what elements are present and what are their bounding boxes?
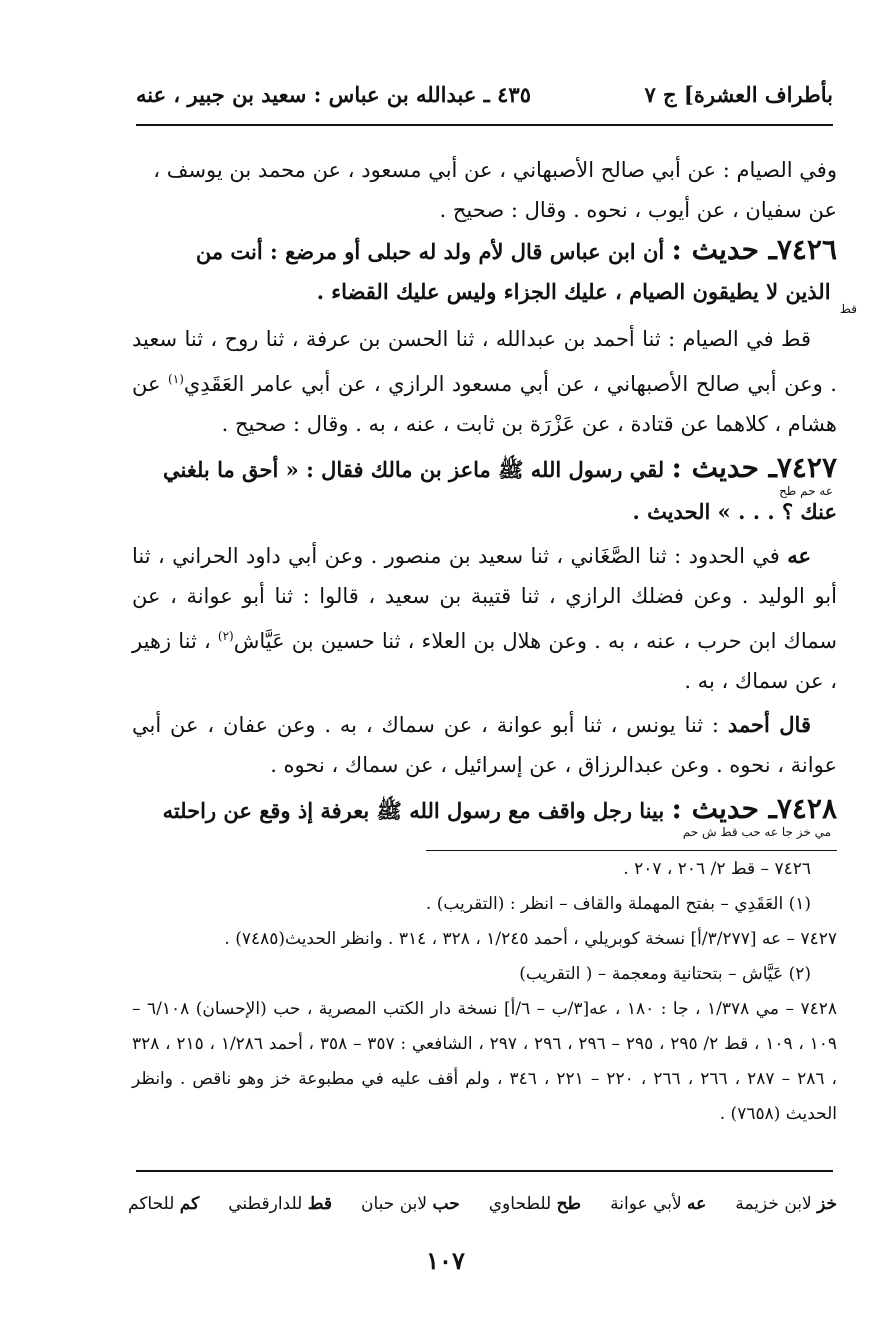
footnote: (١) العَقَدِي – بفتح المهملة والقاف – انظر : (التقريب) . bbox=[425, 894, 811, 914]
hadith-7426-line2 bbox=[132, 272, 857, 316]
section-title: ٤٣٥ ـ عبدالله بن عباس : سعيد بن جبير ، عنه bbox=[136, 81, 531, 107]
main-text bbox=[132, 150, 857, 839]
isnad-paragraph bbox=[132, 319, 837, 444]
isnad-text: عن هشام ، كلاهما عن قتادة ، عن عَزْرَة بن ثابت ، عنه ، به . وقال : صحيح . bbox=[132, 372, 837, 436]
abbr-text: لابن خزيمة bbox=[735, 1194, 812, 1214]
footnote-rule bbox=[426, 850, 837, 851]
hadith-number: ٧٤٢٨ bbox=[776, 792, 837, 825]
footnote: ٧٤٢٧ – عه [٣/٢٧٧/أ] نسخة كوبريلي ، أحمد ١/٢٤٥ ، ٣٢٨ ، ٣١٤ . وانظر الحديث(٧٤٨٥) . bbox=[224, 929, 837, 949]
hadith-number: ٧٤٢٧ bbox=[776, 451, 837, 484]
isnad-text: قط في الصيام : ثنا أحمد بن عبدالله ، ثنا الحسن بن عرفة ، ثنا روح ، ثنا سعيد . وعن أبي صالح الأصبهاني ، عن أبي مسعود الرازي ، عن أبي عامر العَقَدِي bbox=[132, 327, 837, 396]
abbr-code: قط bbox=[307, 1194, 332, 1214]
footnote: (٢) عَيَّاش – بتحتانية ومعجمة – ( التقريب) bbox=[519, 964, 811, 984]
hadith-label: ـ حديث : bbox=[671, 233, 777, 266]
abbr-text: للدارقطني bbox=[228, 1194, 303, 1214]
footnote: ٧٤٢٦ – قط ٢/ ٢٠٦ ، ٢٠٧ . bbox=[623, 859, 811, 879]
source-sigla: قط bbox=[839, 302, 857, 316]
abbr-code: عه bbox=[687, 1194, 707, 1214]
abbr-code: حب bbox=[432, 1194, 460, 1214]
footnote-ref: (٢) bbox=[217, 629, 234, 643]
hadith-label: ـ حديث : bbox=[671, 792, 777, 825]
hadith-text: بينا رجل واقف مع رسول الله ﷺ بعرفة إذ وقع عن راحلته bbox=[162, 798, 665, 823]
abbr-text: للطحاوي bbox=[488, 1194, 552, 1214]
isnad-text: في الحدود : ثنا الصَّغَاني ، ثنا سعيد بن منصور . وعن أبي داود الحراني ، ثنا أبو الوليد . وعن فضلك الرازي ، ثنا قتيبة بن سعيد ، قالوا : ثنا أبو عوانة ، عن سماك ابن حرب ، عنه ، به . وعن هلال بن العلاء ، ثنا حسين بن عَيَّاش bbox=[132, 544, 837, 653]
hadith-7427-line1 bbox=[132, 448, 837, 490]
running-head bbox=[136, 74, 833, 114]
source-label: قال أحمد bbox=[727, 712, 811, 737]
footnote-ref: (١) bbox=[168, 372, 184, 386]
abbr-text: للحاكم bbox=[128, 1194, 175, 1214]
hadith-7427-line2: عنك ؟ . . . » الحديث . bbox=[632, 499, 837, 524]
abbreviation-item bbox=[735, 1194, 837, 1214]
abbreviation-item bbox=[361, 1194, 460, 1214]
hadith-text: أن ابن عباس قال لأم ولد له حبلى أو مرضع : أنت من bbox=[195, 239, 665, 264]
abbr-code: كم bbox=[179, 1194, 200, 1214]
abbreviation-item bbox=[228, 1194, 332, 1214]
book-title: بأطراف العشرة] ج ٧ bbox=[644, 81, 833, 107]
abbreviation-key bbox=[128, 1184, 837, 1224]
source-sigla: عه حم طح bbox=[779, 484, 833, 498]
abbreviation-rule bbox=[136, 1170, 833, 1172]
abbr-code: خز bbox=[817, 1194, 837, 1214]
footnote: ٧٤٢٨ – مي ١/٣٧٨ ، جا : ١٨٠ ، عه[٣/ب – ٦/أ] نسخة دار الكتب المصرية ، حب (الإحسان) ٦/١٠٨ – ١٠٩ ، ١٠٩ ، قط ٢/ ٢٩٥ ، ٢٩٥ – ٢٩٦ ، ٢٩٦ ، ٢٩٧ ، الشافعي : ٣٥٧ – ٣٥٨ ، أحمد ١/٢٨٦ ، ٢١٥ ، ٣٢٨ ، ٢٨٦ – ٢٨٧ ، ٢٦٦ ، ٢٦٦ ، ٢٢٠ – ٢٢١ ، ٣٤٦ ، ولم أقف عليه في مطبوعة خز وهو ناقص . وانظر الحديث (٧٦٥٨) . bbox=[132, 999, 838, 1124]
paragraph-line: وفي الصيام : عن أبي صالح الأصبهاني ، عن أبي مسعود ، عن محمد بن يوسف ، bbox=[153, 158, 837, 182]
footnotes bbox=[132, 852, 837, 1132]
isnad-paragraph bbox=[132, 536, 837, 701]
hadith-text: الذين لا يطيقون الصيام ، عليك الجزاء وليس عليك القضاء . bbox=[316, 279, 831, 304]
abbr-text: لابن حبان bbox=[361, 1194, 428, 1214]
abbr-code: طح bbox=[556, 1194, 582, 1214]
hadith-number: ٧٤٢٦ bbox=[776, 233, 837, 266]
source-label: عه bbox=[787, 543, 811, 568]
hadith-text: لقي رسول الله ﷺ ماعز بن مالك فقال : « أحق ما بلغني bbox=[163, 457, 665, 482]
paragraph-line: عن سفيان ، عن أيوب ، نحوه . وقال : صحيح . bbox=[439, 198, 837, 222]
page-number: ١٠٧ bbox=[426, 1246, 465, 1275]
hadith-7426-line1 bbox=[132, 230, 837, 272]
source-sigla: مي خز جا عه حب قط ش حم bbox=[682, 825, 831, 839]
abbr-text: لأبي عوانة bbox=[610, 1194, 682, 1214]
abbreviation-item bbox=[489, 1194, 581, 1214]
header-rule bbox=[136, 124, 833, 126]
abbreviation-item bbox=[128, 1194, 199, 1214]
isnad-text: : ثنا يونس ، ثنا أبو عوانة ، عن سماك ، به . وعن عفان ، عن أبي عوانة ، نحوه . وعن عبدالرزاق ، عن إسرائيل ، عن سماك ، نحوه . bbox=[132, 713, 837, 777]
isnad-text: ، ثنا زهير ، عن سماك ، به . bbox=[132, 629, 837, 693]
abbreviation-item bbox=[610, 1194, 706, 1214]
hadith-label: ـ حديث : bbox=[671, 451, 777, 484]
isnad-paragraph bbox=[132, 705, 837, 785]
